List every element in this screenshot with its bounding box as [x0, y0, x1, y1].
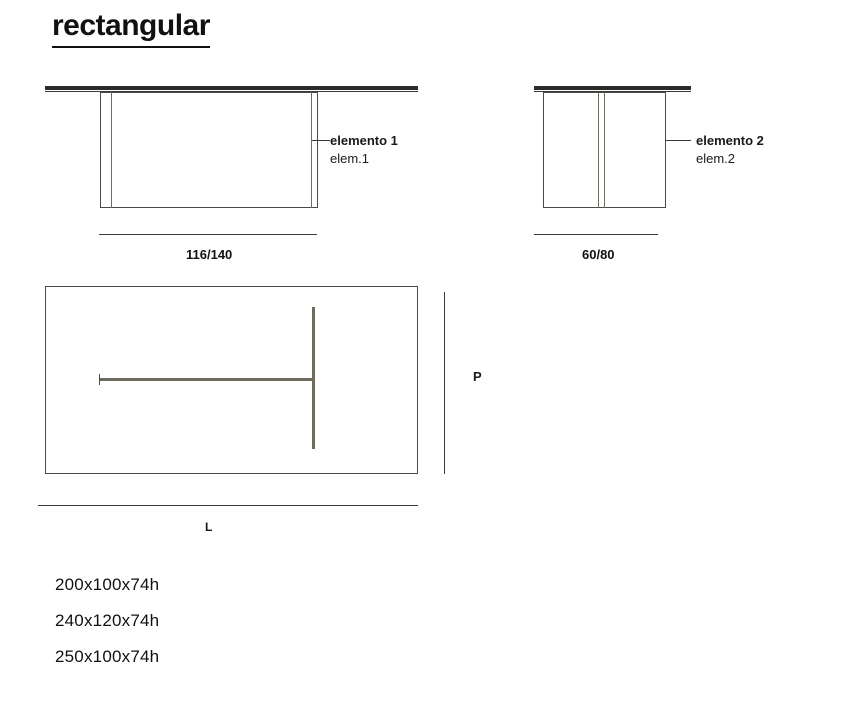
side-elevation-dimension-value: 60/80: [582, 247, 615, 262]
side-elevation-element-label: elemento 2: [696, 133, 764, 148]
front-elevation-base-panel: [100, 92, 318, 208]
front-elevation-tabletop: [45, 86, 418, 90]
side-elevation-dimension-line: [534, 234, 658, 235]
side-elevation-leader-line: [666, 140, 691, 141]
plan-view-depth-label: P: [473, 369, 482, 384]
plan-view-crossbeam-end-cap: [99, 374, 100, 385]
plan-view-crossbeam-horizontal: [100, 378, 313, 381]
front-elevation-dimension-line: [99, 234, 317, 235]
side-elevation-tabletop: [534, 86, 691, 90]
side-elevation-center-rib-right: [604, 92, 605, 208]
size-option: 240x120x74h: [55, 611, 160, 630]
plan-view-width-dimension-line: [38, 505, 418, 506]
plan-view-depth-dimension-line: [444, 292, 445, 474]
plan-view-width-label: L: [205, 520, 213, 534]
front-elevation-base-edge-right: [311, 92, 312, 208]
side-elevation-center-rib-left: [598, 92, 599, 208]
front-elevation-leader-line: [312, 140, 330, 141]
side-elevation-element-label-short: elem.2: [696, 151, 736, 166]
page-title: rectangular: [52, 10, 210, 48]
size-options-list: [55, 567, 159, 675]
size-option: 200x100x74h: [55, 575, 160, 594]
size-option: 250x100x74h: [55, 647, 160, 666]
front-elevation-dimension-value: 116/140: [186, 247, 233, 262]
front-elevation-base-edge-left: [111, 92, 112, 208]
front-elevation-element-label-short: elem.1: [330, 151, 370, 166]
front-elevation-element-label: elemento 1: [330, 133, 398, 148]
